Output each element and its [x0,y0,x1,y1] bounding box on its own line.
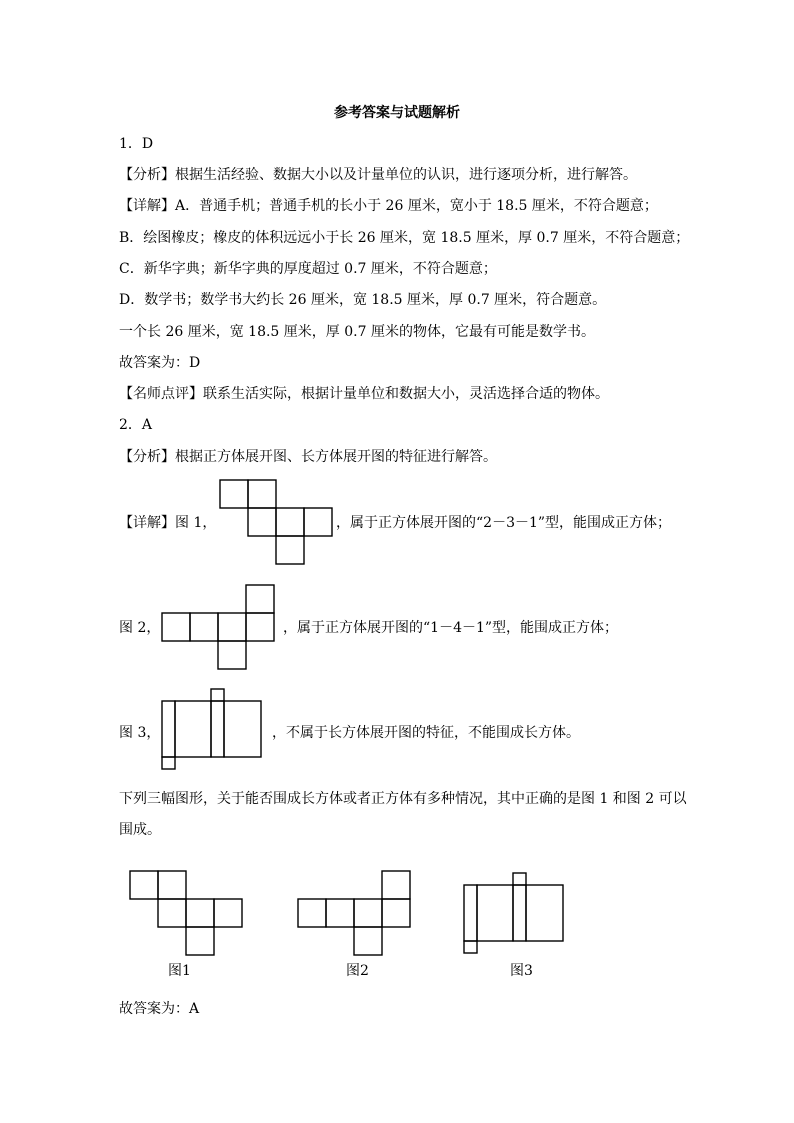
q1-comment: 【名师点评】联系生活实际，根据计量单位和数据大小，灵活选择合适的物体。 [119,386,609,402]
q1-final-answer: 故答案为：D [119,355,201,371]
q1-analysis: 【分析】根据生活经验、数据大小以及计量单位的认识，进行逐项分析，进行解答。 [119,167,637,183]
fig1-suffix: ，属于正方体展开图的“2－3－1”型，能围成正方体； [336,515,672,531]
q2-summary-line2: 围成。 [119,822,161,838]
fig3-cuboid-net [160,687,264,773]
page-title: 参考答案与试题解析 [334,105,460,121]
bottom-fig3-caption: 图3 [510,963,533,979]
q2-final-answer: 故答案为：A [119,1001,200,1017]
q2-analysis: 【分析】根据正方体展开图、长方体展开图的特征进行解答。 [119,449,497,465]
q1-detail-d: D．数学书；数学书大约长 26 厘米，宽 18.5 厘米，厚 0.7 厘米，符合题意。 [119,292,607,308]
bottom-fig2-cube-net [296,869,414,959]
fig2-prefix: 图 2， [119,620,161,636]
fig3-prefix: 图 3， [119,725,161,741]
fig2-cube-net [160,583,278,673]
fig3-suffix: ，不属于长方体展开图的特征，不能围成长方体。 [272,725,580,741]
q2-answer: 2．A [119,417,153,433]
fig1-cube-net [218,478,336,568]
q1-answer: 1．D [119,136,154,152]
q2-summary-line1: 下列三幅图形，关于能否围成长方体或者正方体有多种情况，其中正确的是图 1 和图 2 可以 [119,791,687,807]
fig2-suffix: ，属于正方体展开图的“1－4－1”型，能围成正方体； [283,620,619,636]
bottom-fig2-caption: 图2 [346,963,369,979]
bottom-fig1-caption: 图1 [168,963,191,979]
bottom-fig1-cube-net [128,869,246,959]
bottom-fig3-cuboid-net [462,871,566,957]
q1-detail-a: 【详解】A．普通手机；普通手机的长小于 26 厘米，宽小于 18.5 厘米，不符合题意； [119,198,658,214]
q1-conclusion: 一个长 26 厘米，宽 18.5 厘米，厚 0.7 厘米的物体，它最有可能是数学书。 [119,324,595,340]
q1-detail-c: C．新华字典；新华字典的厚度超过 0.7 厘米，不符合题意； [119,261,497,277]
q1-detail-b: B．绘图橡皮；橡皮的体积远远小于长 26 厘米，宽 18.5 厘米，厚 0.7 厘米，不符合题意； [119,230,690,246]
fig1-prefix: 【详解】图 1， [119,515,217,531]
